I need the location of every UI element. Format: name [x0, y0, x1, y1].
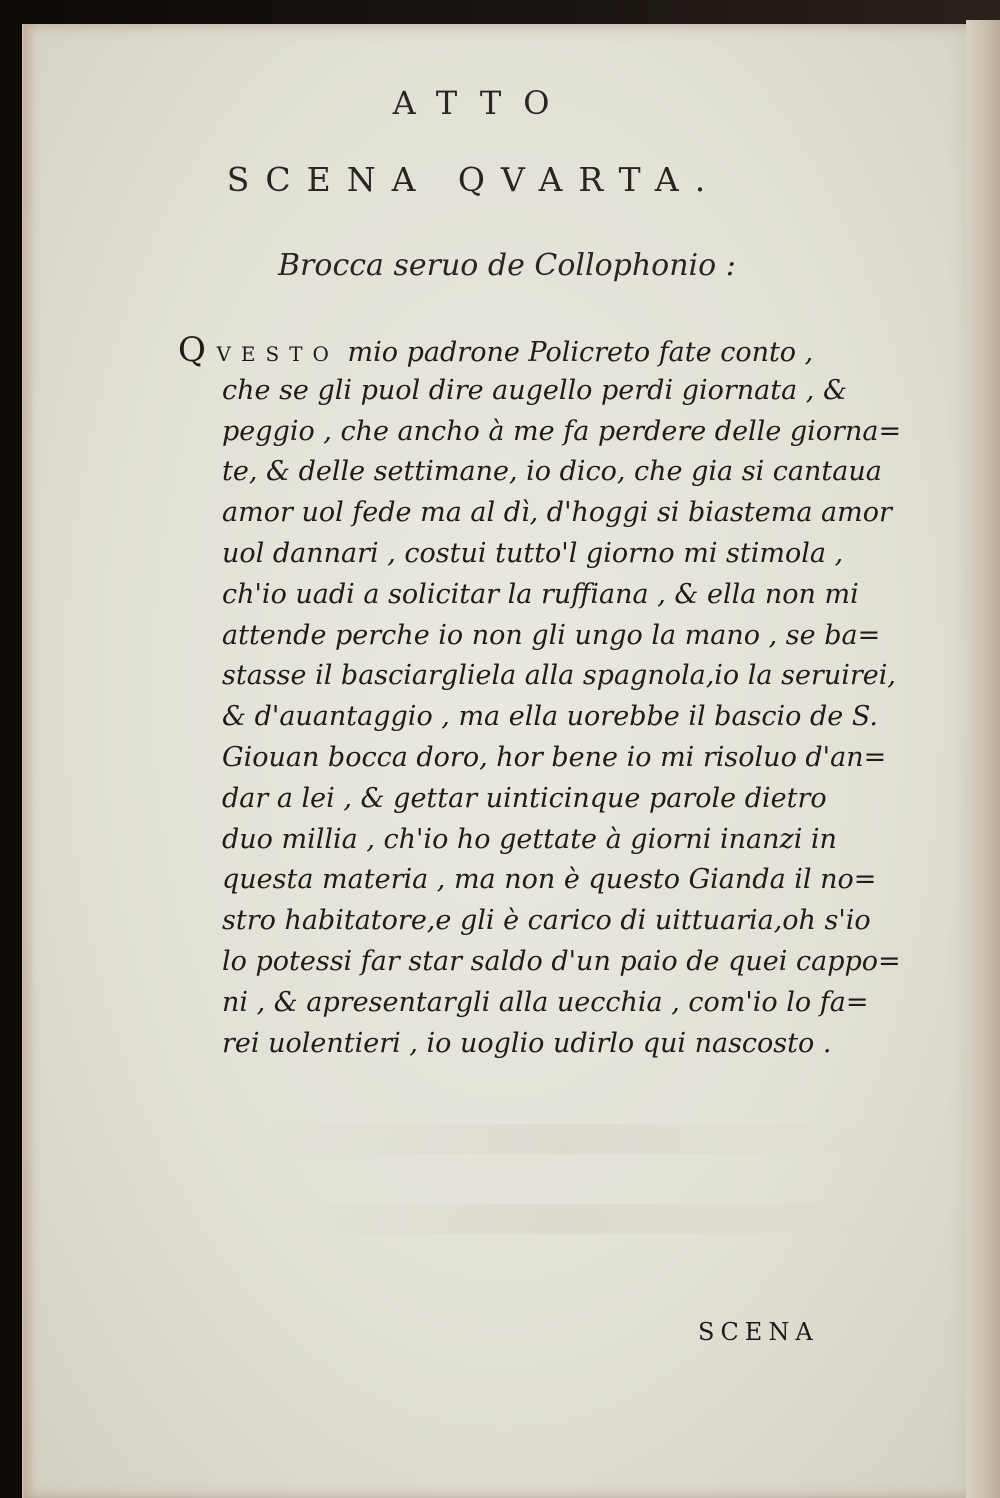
act-heading: ATTO [392, 84, 572, 122]
speaker-heading: Brocca seruo de Collophonio : [278, 248, 736, 283]
speech-line: questa materia , ma non è questo Gianda il no= [222, 864, 877, 896]
page-fore-edge [966, 20, 1000, 1498]
speech-line: uol dannari , costui tutto'l giorno mi stimola , [222, 537, 844, 569]
speech-line: duo millia , ch'io ho gettate à giorni inanzi in [222, 823, 837, 855]
speech-line: dar a lei , & gettar uinticinque parole dietro [222, 782, 827, 814]
catchword: SCENA [698, 1318, 819, 1346]
speech-line: attende perche io non gli ungo la mano , se ba= [222, 619, 881, 651]
scene-heading: SCENA QVARTA. [226, 160, 722, 199]
speech-line: ch'io uadi a solicitar la ruffiana , & ella non mi [222, 578, 859, 610]
speech-line: rei uolentieri , io uoglio udirlo qui nascosto . [222, 1027, 832, 1059]
speech-text-block [178, 330, 902, 1064]
speech-line: te, & delle settimane, io dico, che gia si cantaua [222, 456, 882, 488]
speech-first-line [178, 330, 838, 371]
speech-line: stasse il basciargliela alla spagnola,io la seruirei, [222, 660, 896, 692]
first-word-smallcaps: VESTO [216, 342, 339, 366]
show-through-shadow [264, 1124, 864, 1154]
speech-line: lo potessi far star saldo d'un paio de quei cappo= [222, 945, 901, 977]
first-line-text: mio padrone Policreto fate conto , [347, 337, 814, 368]
speech-line: ni , & apresentargli alla uecchia , com'io lo fa= [222, 986, 869, 1018]
speech-line: che se gli puol dire augello perdi giornata , & [222, 374, 847, 406]
initial-letter: Q [178, 330, 208, 370]
speech-line: Giouan bocca doro, hor bene io mi risoluo d'an= [222, 741, 887, 773]
speech-line: & d'auantaggio , ma ella uorebbe il bascio de S. [222, 701, 878, 733]
speech-line: amor uol fede ma al dì, d'hoggi si biastema amor [222, 497, 892, 529]
speech-line: stro habitatore,e gli è carico di uittuaria,oh s'io [222, 905, 871, 937]
show-through-shadow [264, 1204, 864, 1234]
speech-line: peggio , che ancho à me fa perdere delle giorna= [222, 415, 902, 447]
